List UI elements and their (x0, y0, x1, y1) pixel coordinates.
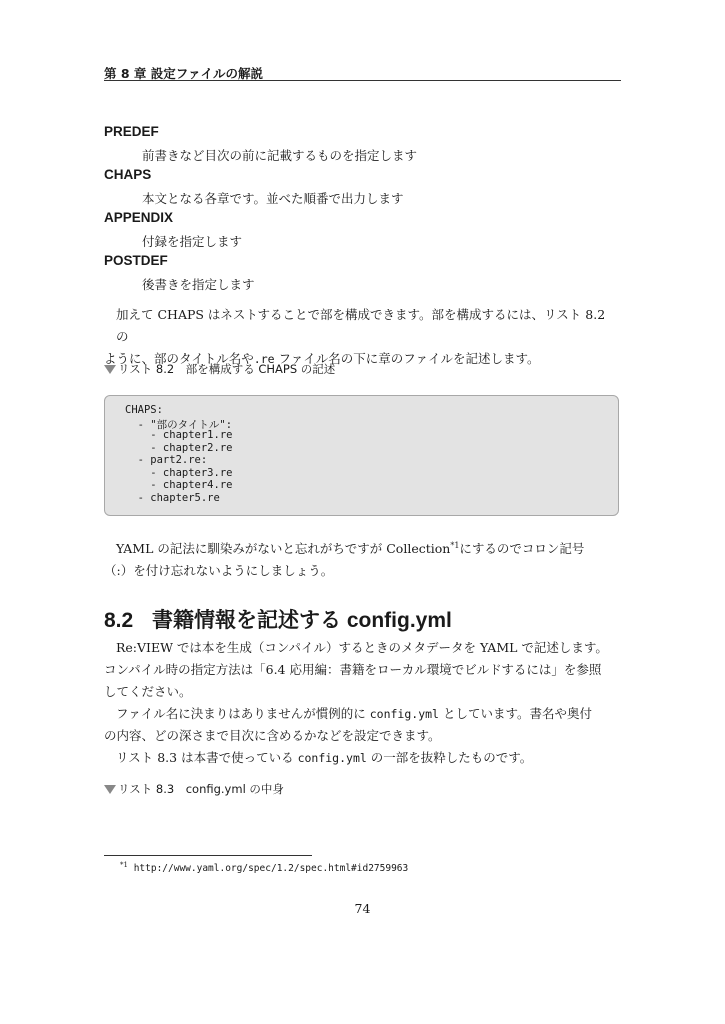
term-chaps: CHAPS (104, 167, 152, 182)
code-line: - "部のタイトル": (125, 418, 233, 431)
footnote-mark: *1 (120, 861, 128, 869)
paragraph-line: YAML の記法に馴染みがないと忘れがちですが Collection$^{*1}$にするのでコロン記号 (116, 541, 585, 557)
paragraph-line: の内容、どの深さまで目次に含めるかなどを設定できます。 (104, 728, 441, 743)
listing-caption: リスト 8.3 config.yml の中身 (104, 781, 284, 797)
term-appendix: APPENDIX (104, 210, 174, 225)
code-line: - chapter3.re (125, 466, 233, 479)
section-heading (104, 604, 452, 634)
paragraph-line: してください。 (104, 684, 192, 699)
footnote-url[interactable]: http://www.yaml.org/spec/1.2/spec.html#id2759963 (133, 863, 409, 875)
section-number: 8.2 (104, 609, 134, 632)
page-number: 74 (354, 901, 371, 916)
code-line: - part2.re: (125, 454, 208, 466)
code-line: - chapter4.re (125, 479, 233, 491)
code-line: - chapter5.re (125, 491, 220, 504)
paragraph-line: ように、部のタイトル名や.re ファイル名の下に章のファイルを記述します。 (104, 351, 540, 366)
listing-caption: リスト 8.2 部を構成する CHAPS の記述 (104, 361, 335, 377)
header-rule (104, 80, 621, 81)
section-title: 書籍情報を記述する config.yml (152, 609, 452, 632)
paragraph-line: リスト 8.3 は本書で使っている config.yml の一部を抜粋したものです。 (116, 750, 533, 765)
paragraph-line: コンパイル時の指定方法は「6.4 応用編：書籍をローカル環境でビルドするには」を参照 (104, 662, 602, 677)
paragraph-line: （:）を付け忘れないようにしましょう。 (104, 563, 334, 579)
desc-postdef: 後書きを指定します (142, 277, 255, 292)
paragraph-line: Re:VIEW では本を生成（コンパイル）するときのメタデータを YAML で記述します。 (116, 640, 608, 655)
running-header: 第 8 章 設定ファイルの解説 (104, 66, 264, 81)
paragraph-line: ファイル名に決まりはありませんが慣例的に config.yml としています。書名や奥付 (116, 706, 592, 721)
triangle-marker-icon (104, 365, 116, 374)
code-line: CHAPS: (125, 404, 163, 416)
inline-code: config.yml (297, 751, 367, 765)
inline-code: config.yml (369, 707, 439, 721)
inline-code: .re (253, 352, 275, 366)
paragraph-config (104, 637, 621, 769)
footnote (120, 861, 408, 874)
paragraph-yaml-note (104, 535, 621, 582)
footnote-ref[interactable]: *1 (450, 541, 460, 550)
paragraph-line: 加えて CHAPS はネストすることで部を構成できます。部を構成するには、リスト 8.2 の (116, 307, 606, 344)
triangle-marker-icon (104, 785, 116, 794)
term-postdef: POSTDEF (104, 253, 168, 268)
footnote-rule (104, 855, 312, 856)
code-line: - chapter1.re (125, 429, 233, 441)
desc-chaps: 本文となる各章です。並べた順番で出力します (142, 191, 404, 206)
code-line: - chapter2.re (125, 441, 233, 454)
desc-predef: 前書きなど目次の前に記載するものを指定します (142, 148, 418, 163)
term-predef: PREDEF (104, 124, 159, 139)
desc-appendix: 付録を指定します (142, 234, 243, 249)
